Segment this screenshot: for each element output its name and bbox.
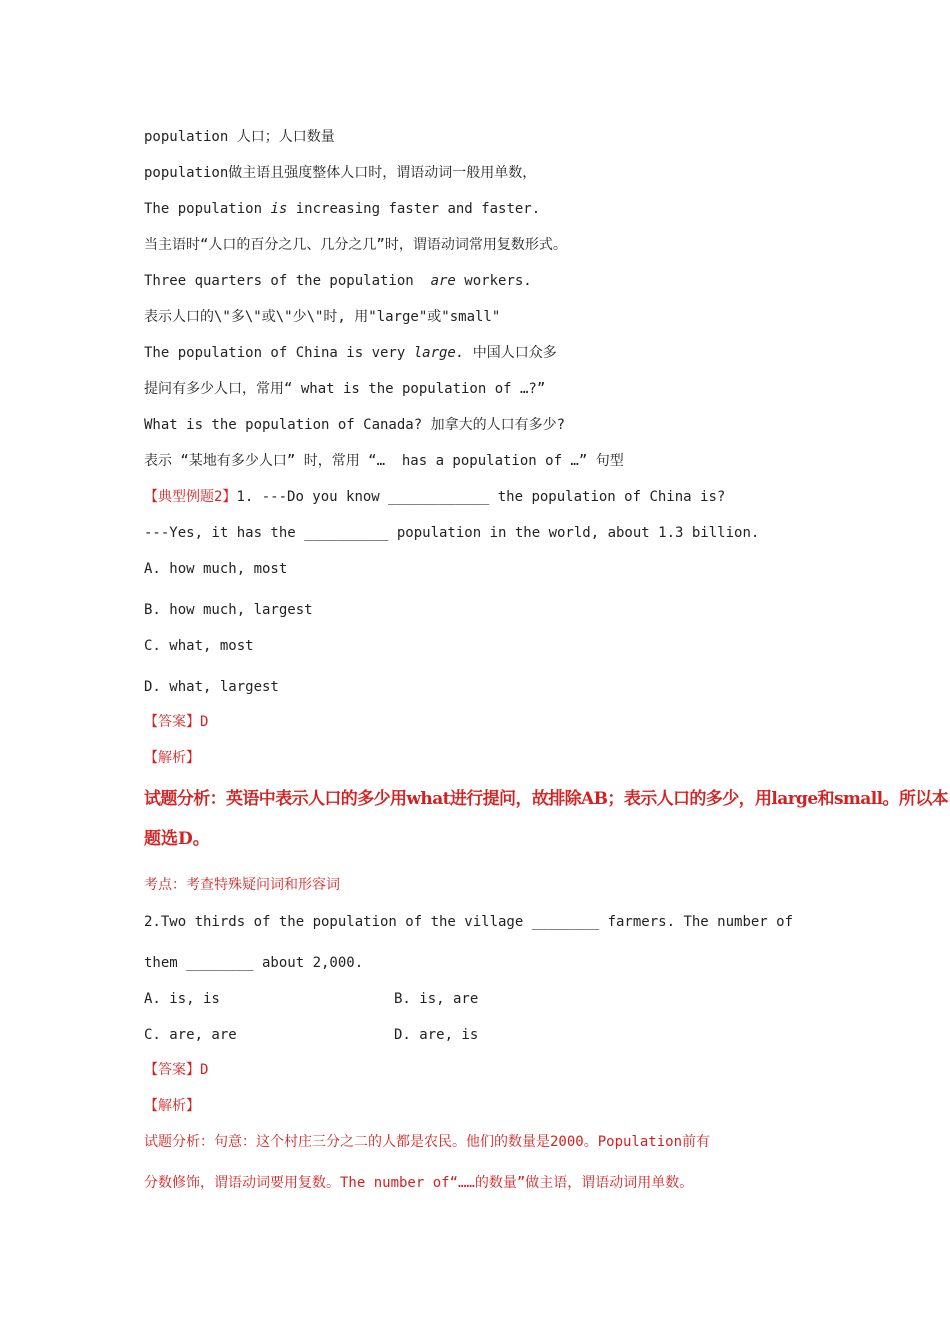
text-line: The population is increasing faster and faster.: [144, 201, 541, 217]
knowledge-point: 考点：考查特殊疑问词和形容词: [144, 877, 340, 893]
analysis-text: 分数修饰，谓语动词要用复数。The number of“……的数量”做主语，谓语动词用单数。: [144, 1175, 694, 1191]
question-1-stem: 【典型例题2】1. ---Do you know ____________ the population of China is?: [144, 489, 726, 505]
example-tag: 【典型例题2】: [144, 489, 237, 505]
text-line: The population of China is very large. 中国人口众多: [144, 345, 557, 361]
question-2-stem: 2.Two thirds of the population of the village ________ farmers. The number of: [144, 914, 794, 930]
option-row: [144, 989, 479, 1009]
text-line: What is the population of Canada? 加拿大的人口有多少?: [144, 417, 566, 433]
option-c: C. are, are: [144, 1027, 237, 1043]
option-a: A. how much, most: [144, 561, 288, 577]
analysis-text: 试题分析：英语中表示人口的多少用what进行提问，故排除AB；表示人口的多少，用large和small。所以本: [144, 789, 949, 809]
analysis-text: 试题分析：句意：这个村庄三分之二的人都是农民。他们的数量是2000。Population前有: [144, 1134, 710, 1150]
option-d: D. are, is: [394, 1027, 479, 1043]
text-line: 表示人口的\"多\"或\"少\"时, 用"large"或"small": [144, 309, 501, 325]
option-c: C. what, most: [144, 638, 254, 654]
option-a: A. is, is: [144, 991, 220, 1007]
analysis-text: 题选D。: [144, 829, 210, 849]
text-line: Three quarters of the population are workers.: [144, 273, 532, 289]
text-line: 表示 “某地有多少人口” 时，常用 “… has a population of …” 句型: [144, 453, 624, 469]
text-line: population 人口；人口数量: [144, 129, 335, 145]
option-d: D. what, largest: [144, 679, 279, 695]
question-2-stem-2: them ________ about 2,000.: [144, 955, 364, 971]
text-line: 提问有多少人口，常用“ what is the population of …?”: [144, 381, 546, 397]
question-1-stem-2: ---Yes, it has the __________ population in the world, about 1.3 billion.: [144, 525, 760, 541]
text-line: population做主语且强度整体人口时，谓语动词一般用单数，: [144, 165, 537, 181]
option-b: B. how much, largest: [144, 602, 313, 618]
analysis-tag: 【解析】: [144, 1098, 200, 1114]
answer-line: 【答案】D: [144, 1062, 209, 1078]
option-row: [144, 1025, 479, 1045]
text-line: 当主语时“人口的百分之几、几分之几”时，谓语动词常用复数形式。: [144, 237, 567, 253]
analysis-tag: 【解析】: [144, 750, 200, 766]
option-b: B. is, are: [394, 991, 479, 1007]
answer-line: 【答案】D: [144, 714, 209, 730]
